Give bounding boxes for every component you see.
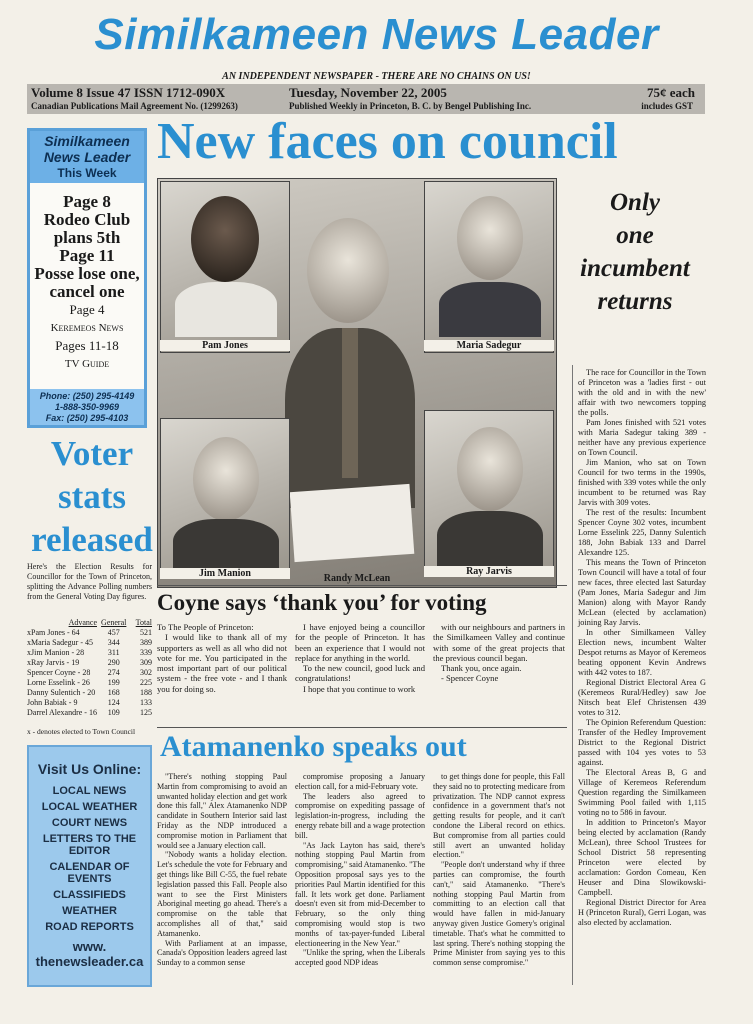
table-row [27, 698, 152, 708]
only-line-3: incumbent [580, 255, 690, 282]
mail-agreement: Canadian Publications Mail Agreement No. (1299263) [31, 101, 238, 111]
tagline: AN INDEPENDENT NEWSPAPER - THERE ARE NO CHAINS ON US! [222, 71, 531, 82]
table-cell: 311 [107, 648, 120, 657]
col-general: General [101, 618, 127, 627]
paragraph: Jim Manion, who sat on Town Council for two terms in the 1990s, finished with 339 votes while the only incumbent to be returned was Ray Jarvis with 309 votes. [578, 458, 706, 507]
main-headline: New faces on council [157, 113, 618, 170]
table-cell: 125 [140, 708, 152, 717]
maria-face [457, 196, 523, 280]
table-row [27, 708, 152, 718]
table-row [27, 668, 152, 678]
this-week-header [30, 131, 144, 183]
table-row [27, 628, 152, 638]
online-section-link[interactable]: CLASSIFIEDS [53, 889, 126, 901]
column-divider [572, 365, 573, 985]
paragraph: "There's nothing stopping Paul Martin from compromising to avoid an unwanted holiday election and get work done this fall," Alex Atamanenko NDP candidate in Southern Interior said last Friday as the NDP introduced a compromise motion in Parliament that would see a January election call. [157, 772, 287, 850]
table-cell: xRay Jarvis - 19 [27, 658, 80, 667]
section-rule [157, 585, 567, 586]
paragraph: to get things done for people, this Fall they said no to protecting medicare from privatization. The NDP cannot express confidence in a government that's not getting results for people, and it can't condone the Liberal record on ethics. But compromise from all parties could still avert an unwanted holiday election." [433, 772, 565, 860]
coyne-column-1 [157, 622, 287, 694]
randy-tie [342, 328, 358, 478]
jim-face [193, 437, 259, 521]
paragraph: In other Similkameen Valley Election news, incumbent Walter Despot returns as Mayor of Keremeos beating opponent Kevin Andrews with 442 votes to 187. [578, 628, 706, 677]
tollfree-number: 1-888-350-9969 [54, 402, 120, 412]
caption-ray-jarvis: Ray Jarvis [424, 566, 554, 577]
atamanenko-column-3 [433, 772, 565, 968]
voter-stats-headline [27, 432, 157, 561]
voter-h-3: released [31, 520, 153, 559]
section-rule-2 [157, 727, 567, 728]
online-section-link[interactable]: LOCAL WEATHER [41, 801, 138, 813]
paragraph: With Parliament at an impasse, Canada's Opposition leaders agreed last Sunday to a common sense [157, 938, 287, 968]
table-cell: 302 [140, 668, 152, 677]
paragraph: In addition to Princeton's Mayor being elected by acclamation (Randy McLean), three School Trustees for School District 58 representing Princeton were elected by acclamation: Gordon Comeau, Ken Heuser and Dina Slowikowski-Campbell. [578, 818, 706, 897]
voter-h-1: Voter [50, 434, 134, 473]
table-row [27, 658, 152, 668]
coyne-column-3 [433, 622, 565, 684]
online-section-link[interactable]: WEATHER [62, 905, 117, 917]
table-cell: Darrel Alexandre - 16 [27, 708, 97, 717]
paragraph: The Opinion Referendum Question: Transfer of the Hedley Improvement District to the Regional District passed with 104 yes votes to 53 against. [578, 718, 706, 767]
publisher-line: Published Weekly in Princeton, B. C. by Bengel Publishing Inc. [289, 101, 532, 111]
paragraph: Pam Jones finished with 521 votes with Maria Sadegur taking 389 - neither have any previous experience on Town Council. [578, 418, 706, 457]
only-one-incumbent-headline [565, 186, 705, 318]
online-section-link[interactable]: LETTERS TO THE EDITOR [42, 833, 137, 857]
photo-jim-manion [160, 418, 290, 573]
this-week-box [27, 128, 147, 428]
table-cell: 188 [140, 688, 152, 697]
phone-number: Phone: (250) 295-4149 [39, 391, 135, 401]
paragraph: - Spencer Coyne [441, 673, 499, 684]
website-url[interactable] [29, 939, 150, 969]
pam-shoulders [175, 282, 277, 337]
this-week-item: Posse lose one, [34, 264, 140, 283]
ray-shoulders [437, 511, 543, 571]
voter-h-2: stats [57, 477, 127, 516]
url-line-2: thenewsleader.ca [35, 954, 144, 969]
papers [290, 484, 415, 562]
col-advance: Advance [68, 618, 97, 627]
atamanenko-column-2 [295, 772, 425, 968]
table-cell: 199 [107, 678, 120, 687]
paragraph: The leaders also agreed to compromise on expediting passage of legislation-in-progress, including the energy rebate bill and a wage protection bill. [295, 791, 425, 840]
paragraph: The race for Councillor in the Town of Princeton was a 'ladies first - out with the old and in with the new' affair with two newcomers topping the polls. [578, 368, 706, 417]
ray-face [457, 427, 523, 511]
table-cell: 457 [107, 628, 120, 637]
randy-face [307, 218, 389, 323]
caption-maria-sadegur: Maria Sadegur [424, 340, 554, 351]
this-week-title-3: This Week [57, 166, 117, 180]
contact-block [30, 389, 144, 425]
council-photos [157, 178, 557, 588]
table-cell: 124 [107, 698, 120, 707]
price: 75¢ each [646, 85, 695, 100]
paragraph: The Electoral Areas B, G and Village of Keremeos Referendum Question regarding the Similkameen Swimming Pool failed with 1,115 voting no to 586 in favour. [578, 768, 706, 817]
col-total: Total [135, 618, 152, 627]
table-cell: 344 [107, 638, 120, 647]
table-cell: 309 [140, 658, 152, 667]
table-cell: Lorne Esselink - 26 [27, 678, 90, 687]
table-row [27, 648, 152, 658]
this-week-item: TV Guide [64, 358, 110, 370]
photo-maria-sadegur [424, 181, 554, 353]
jim-shoulders [173, 519, 279, 574]
paragraph: compromise proposing a January election call, for a mid-February vote. [295, 772, 425, 791]
table-cell: Spencer Coyne - 28 [27, 668, 91, 677]
online-section-link[interactable]: LOCAL NEWS [52, 785, 127, 797]
price-note: includes GST [641, 101, 693, 111]
only-line-4: returns [597, 288, 673, 315]
this-week-item: Page 11 [59, 246, 115, 265]
issue-date: Tuesday, November 22, 2005 [289, 85, 447, 100]
paragraph: "Nobody wants a holiday election. Let's schedule the vote for February and get things like Bill C-55, the fuel rebate legislation passed this Fall. People also want to see the First Ministers Aboriginal meeting go ahead. There's a compromise on the table that accomplishes all of that," said Atamanenko. [157, 850, 288, 938]
table-cell: 274 [107, 668, 120, 677]
photo-ray-jarvis [424, 410, 554, 570]
table-cell: 168 [107, 688, 120, 697]
url-line-1: www. [72, 939, 107, 954]
photo-pam-jones [160, 181, 290, 353]
this-week-list [30, 183, 144, 373]
coyne-headline: Coyne says ‘thank you’ for voting [157, 590, 487, 615]
table-cell: 133 [140, 698, 152, 707]
caption-randy-mclean: Randy McLean [323, 573, 391, 584]
table-cell: xMaria Sadegur - 45 [27, 638, 93, 647]
this-week-item: Page 4 [69, 302, 105, 317]
atamanenko-headline: Atamanenko speaks out [160, 730, 467, 763]
fax-number: Fax: (250) 295-4103 [45, 413, 129, 423]
maria-shoulders [439, 282, 541, 337]
this-week-item: Rodeo Club [43, 210, 131, 229]
paragraph: with our neighbours and partners in the Similkameen Valley and continue with some of the great projects that the previous council began. [433, 622, 565, 663]
this-week-title-1: Similkameen [44, 133, 130, 149]
paragraph: I would like to thank all of my supporters as well as all who did not vote for me. You participated in the most important part of our political system - the free vote - and I thank you for doing so. [157, 632, 287, 694]
this-week-item: Pages 11-18 [55, 338, 119, 353]
table-cell: Danny Sulentich - 20 [27, 688, 96, 697]
paragraph: Regional District Director for Area H (Princeton Rural), Gerri Logan, was also elected by acclamation. [578, 898, 706, 927]
pam-face [191, 196, 259, 282]
paragraph: Thank you, once again. [441, 663, 522, 674]
issue-info-bar [27, 84, 705, 114]
election-story [578, 368, 706, 928]
paragraph: I have enjoyed being a councillor for the people of Princeton. It has been an experience that I would not replace for anything in the world. [295, 622, 425, 663]
paragraph: Regional District Electoral Area G (Keremeos Rural/Hedley) saw Joe Nitsch beat Elef Christensen 439 votes to 312. [578, 678, 706, 717]
coyne-column-2 [295, 622, 425, 694]
table-cell: xPam Jones - 64 [27, 628, 80, 637]
table-row [27, 678, 152, 688]
this-week-item: cancel one [49, 282, 125, 301]
visit-online-title: Visit Us Online: [37, 761, 142, 777]
this-week-title-2: News Leader [43, 149, 131, 165]
table-row [27, 638, 152, 648]
online-sections-list [29, 785, 150, 933]
election-results-table [27, 618, 152, 718]
table-cell: 339 [140, 648, 152, 657]
caption-pam-jones: Pam Jones [160, 340, 290, 351]
this-week-item: plans 5th [53, 228, 121, 247]
voter-stats-intro: Here's the Election Results for Councillor for the Town of Princeton, splitting the Advance Polling numbers from the General Voting Day figures. [27, 562, 152, 601]
table-cell: 109 [107, 708, 120, 717]
paragraph: To the new council, good luck and congratulations! [295, 663, 425, 684]
table-cell: John Babiak - 9 [27, 698, 78, 707]
this-week-item: Keremeos News [50, 322, 124, 334]
table-cell: xJim Manion - 28 [27, 648, 85, 657]
elected-note: x - denotes elected to Town Council [27, 727, 136, 736]
this-week-item: Page 8 [63, 192, 111, 211]
paragraph: To The People of Princeton: [157, 622, 254, 632]
masthead-title: Similkameen News Leader [94, 10, 659, 59]
table-cell: 521 [140, 628, 152, 637]
caption-jim-manion: Jim Manion [160, 568, 290, 579]
table-cell: 290 [107, 658, 120, 667]
only-line-2: one [616, 222, 654, 249]
atamanenko-column-1 [157, 772, 287, 968]
paragraph: "People don't understand why if three parties can compromise, the fourth can't," said Atamanenko. "There's nothing stopping Paul Martin from committing to an election call that would have fallen in mid-January anyway given Justice Gomery's original timetable. That's what he committed to last spring. There's nothing stopping the Prime Minister from saying yes to this common sense compromise." [433, 860, 565, 968]
table-cell: 225 [140, 678, 152, 687]
paragraph: I hope that you continue to work [303, 683, 416, 694]
online-section-link[interactable]: CALENDAR OF EVENTS [49, 861, 130, 885]
only-line-1: Only [610, 189, 660, 216]
table-cell: 389 [140, 638, 152, 647]
table-row [27, 688, 152, 698]
visit-online-box [27, 745, 152, 987]
volume-issue: Volume 8 Issue 47 ISSN 1712-090X [31, 85, 226, 100]
online-section-link[interactable]: COURT NEWS [51, 817, 128, 829]
online-section-link[interactable]: ROAD REPORTS [45, 921, 134, 933]
paragraph: This means the Town of Princeton Town Council will have a total of four new faces, three elected last Saturday (Pam Jones, Maria Sadegur and Jim Manion) along with Mayor Randy McLean (elected by acclamation) joining Ray Jarvis. [578, 558, 706, 627]
paragraph: "As Jack Layton has said, there's nothing stopping Paul Martin from compromising," said Atamanenko. "The Opposition proposal says yes to the priorities Paul Martin identified for this fall. It lets work get done. Parliament doesn't even sit from mid-December to February, so the only thing compromising would stop is two months of tax-payer-funded Liberal electioneering in the New Year." [295, 840, 426, 948]
paragraph: "Unlike the spring, when the Liberals accepted good NDP ideas [295, 948, 425, 968]
paragraph: The rest of the results: Incumbent Spencer Coyne 302 votes, incumbent Lorne Esselink 225, Danny Sulentich 188, John Babiak 133 and Darrel Alexandre 125. [578, 508, 706, 557]
